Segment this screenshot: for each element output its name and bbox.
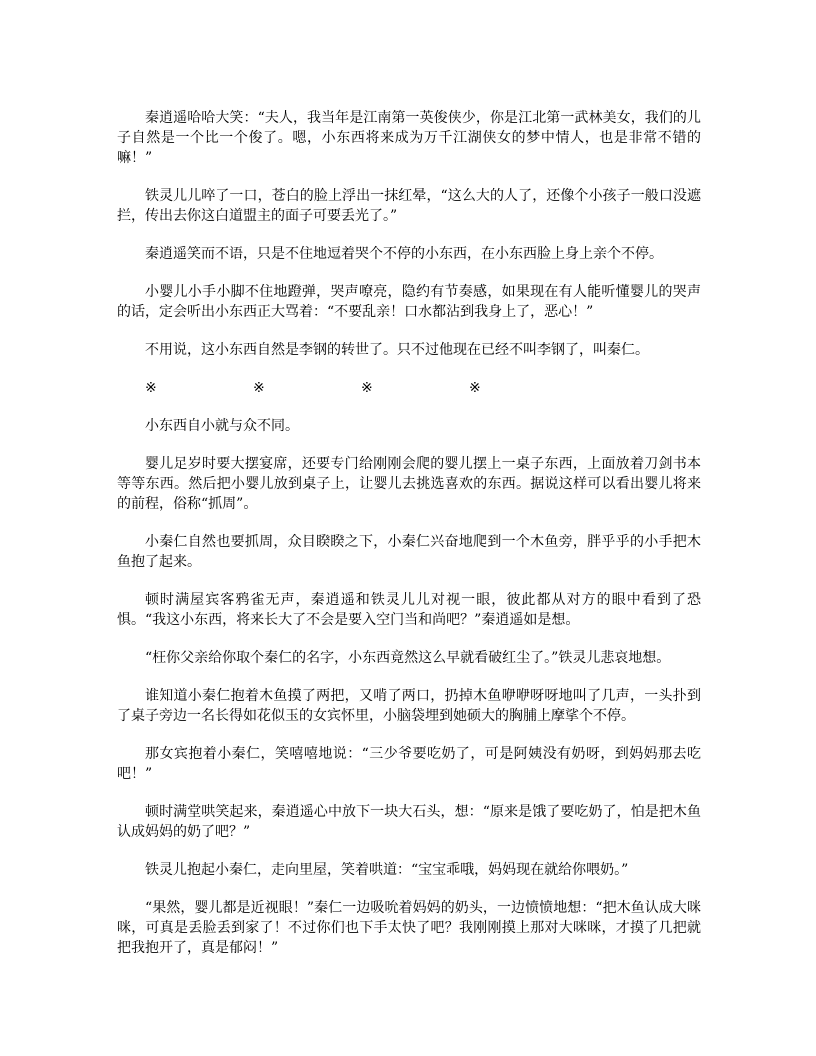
document-body [117, 108, 701, 976]
section-divider [117, 378, 701, 398]
paragraph: 铁灵儿儿啐了一口，苍白的脸上浮出一抹红晕，“这么大的人了，还像个小孩子一般口没遮拦，传出去你这白道盟主的面子可要丢光了。” [117, 188, 701, 224]
paragraph: 小东西自小就与众不同。 [145, 418, 299, 434]
divider-mark: ※ [361, 380, 373, 396]
paragraph: 顿时满屋宾客鸦雀无声，秦逍遥和铁灵儿儿对视一眼，彼此都从对方的眼中看到了恐惧。“我这小东西，将来长大了不会是要入空门当和尚吧？”秦逍遥如是想。 [117, 592, 701, 628]
paragraph: 秦逍遥笑而不语，只是不住地逗着哭个不停的小东西，在小东西脸上身上亲个不停。 [145, 246, 663, 262]
divider-mark: ※ [469, 380, 481, 396]
paragraph: 小秦仁自然也要抓周，众目睽睽之下，小秦仁兴奋地爬到一个木鱼旁，胖乎乎的小手把木鱼抱了起来。 [117, 534, 701, 570]
paragraph: 顿时满堂哄笑起来，秦逍遥心中放下一块大石头，想：“原来是饿了要吃奶了，怕是把木鱼认成妈妈的奶了吧？” [117, 804, 701, 840]
paragraph: 铁灵儿抱起小秦仁，走向里屋，笑着哄道：“宝宝乖哦，妈妈现在就给你喂奶。” [145, 862, 629, 878]
paragraph: 不用说，这小东西自然是李钢的转世了。只不过他现在已经不叫李钢了，叫秦仁。 [145, 342, 649, 358]
divider-mark: ※ [253, 380, 265, 396]
paragraph: 谁知道小秦仁抱着木鱼摸了两把，又啃了两口，扔掉木鱼咿咿呀呀地叫了几声，一头扑到了桌子旁边一名长得如花似玉的女宾怀里，小脑袋埋到她硕大的胸脯上摩挲个不停。 [117, 688, 701, 724]
paragraph: 秦逍遥哈哈大笑：“夫人，我当年是江南第一英俊侠少，你是江北第一武林美女，我们的儿子自然是一个比一个俊了。嗯，小东西将来成为万千江湖侠女的梦中情人，也是非常不错的嘛！” [117, 110, 701, 166]
paragraph: 婴儿足岁时要大摆宴席，还要专门给刚刚会爬的婴儿摆上一桌子东西，上面放着刀剑书本等等东西。然后把小婴儿放到桌子上，让婴儿去挑选喜欢的东西。据说这样可以看出婴儿将来的前程，俗称“抓周”。 [117, 456, 701, 512]
divider-mark: ※ [145, 380, 157, 396]
paragraph: 那女宾抱着小秦仁，笑嘻嘻地说：“三少爷要吃奶了，可是阿姨没有奶呀，到妈妈那去吃吧！” [117, 746, 701, 782]
paragraph: “枉你父亲给你取个秦仁的名字，小东西竟然这么早就看破红尘了。”铁灵儿悲哀地想。 [145, 650, 671, 666]
paragraph: 小婴儿小手小脚不住地蹬弹，哭声嘹亮，隐约有节奏感，如果现在有人能听懂婴儿的哭声的话，定会听出小东西正大骂着：“不要乱亲！口水都沾到我身上了，恶心！” [117, 284, 701, 320]
paragraph: “果然，婴儿都是近视眼！”秦仁一边吸吮着妈妈的奶头，一边愤愤地想：“把木鱼认成大咪咪，可真是丢脸丢到家了！不过你们也下手太快了吧？我刚刚摸上那对大咪咪，才摸了几把就把我抱开了，真是郁闷！” [117, 900, 701, 956]
